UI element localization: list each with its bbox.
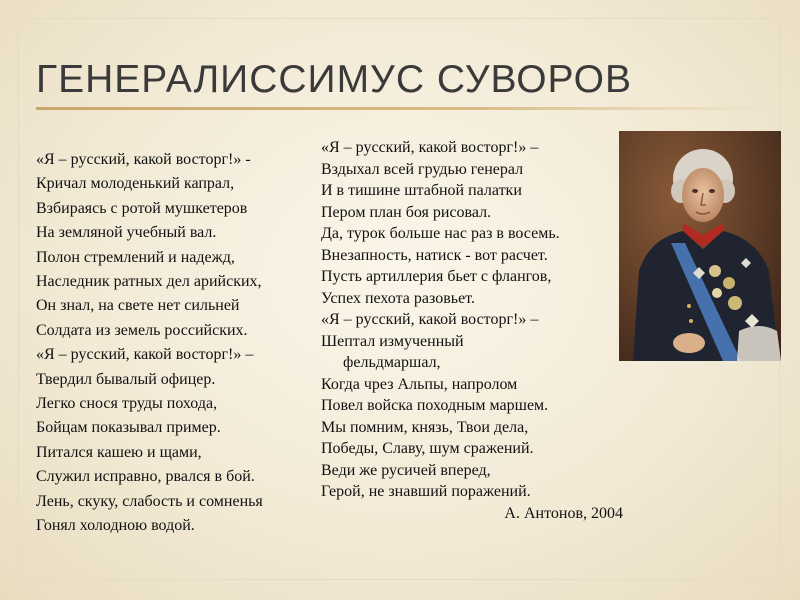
suvorov-portrait-icon bbox=[619, 131, 781, 361]
poem-line: Легко снося труды похода, bbox=[36, 395, 218, 413]
poem-line: Кричал молоденький капрал, bbox=[36, 175, 235, 193]
poem-line: Он знал, на свете нет сильней bbox=[36, 297, 240, 315]
poem-line: «Я – русский, какой восторг!» - bbox=[36, 151, 251, 168]
poem-line: Пером план боя рисовал. bbox=[321, 203, 492, 221]
poem-line: Пусть артиллерия бьет с флангов, bbox=[321, 268, 552, 285]
poem-line: Гонял холодною водой. bbox=[36, 517, 195, 535]
poem-line: Твердил бывалый офицер. bbox=[36, 370, 216, 388]
poem-line: Герой, не знавший поражений. bbox=[321, 483, 531, 500]
poem-line: Шептал измученный bbox=[321, 332, 464, 350]
poem-line: На земляной учебный вал. bbox=[36, 224, 217, 242]
title-underline bbox=[36, 107, 766, 110]
slide-title: ГЕНЕРАЛИССИМУС СУВОРОВ bbox=[36, 58, 633, 101]
poem-line: Бойцам показывал пример. bbox=[36, 419, 221, 437]
portrait-drawing bbox=[619, 131, 781, 361]
poem-line: фельдмаршал, bbox=[343, 354, 441, 371]
poem-author: А. Антонов, 2004 bbox=[504, 504, 623, 522]
poem-line: Мы помним, князь, Твои дела, bbox=[321, 418, 529, 436]
poem-line: И в тишине штабной палатки bbox=[321, 182, 522, 199]
poem-line: Повел войска походным маршем. bbox=[321, 397, 549, 414]
poem-line: Внезапность, натиск - вот расчет. bbox=[321, 246, 548, 264]
poem-right-column bbox=[321, 137, 623, 524]
poem-line: Победы, Славу, шум сражений. bbox=[321, 440, 534, 457]
poem-line: «Я – русский, какой восторг!» – bbox=[321, 139, 539, 156]
poem-line: Веди же русичей вперед, bbox=[321, 461, 491, 479]
poem-line: Вздыхал всей грудью генерал bbox=[321, 160, 524, 178]
poem-line: Успех пехота разовьет. bbox=[321, 289, 475, 307]
poem-line: Полон стремлений и надежд, bbox=[36, 248, 235, 266]
poem-line: Наследник ратных дел арийских, bbox=[36, 273, 262, 291]
poem-line: «Я – русский, какой восторг!» – bbox=[321, 311, 539, 328]
poem-line: Питался кашею и щами, bbox=[36, 443, 202, 461]
poem-line: Лень, скуку, слабость и сомненья bbox=[36, 492, 263, 510]
poem-line: Служил исправно, рвался в бой. bbox=[36, 468, 255, 486]
poem-line: Взбираясь с ротой мушкетеров bbox=[36, 199, 248, 217]
poem-line: Когда чрез Альпы, напролом bbox=[321, 375, 518, 393]
poem-line: Солдата из земель российских. bbox=[36, 321, 248, 339]
poem-line: Да, турок больше нас раз в восемь. bbox=[321, 225, 560, 242]
poem-left-column bbox=[36, 148, 263, 539]
poem-line: «Я – русский, какой восторг!» – bbox=[36, 346, 254, 364]
